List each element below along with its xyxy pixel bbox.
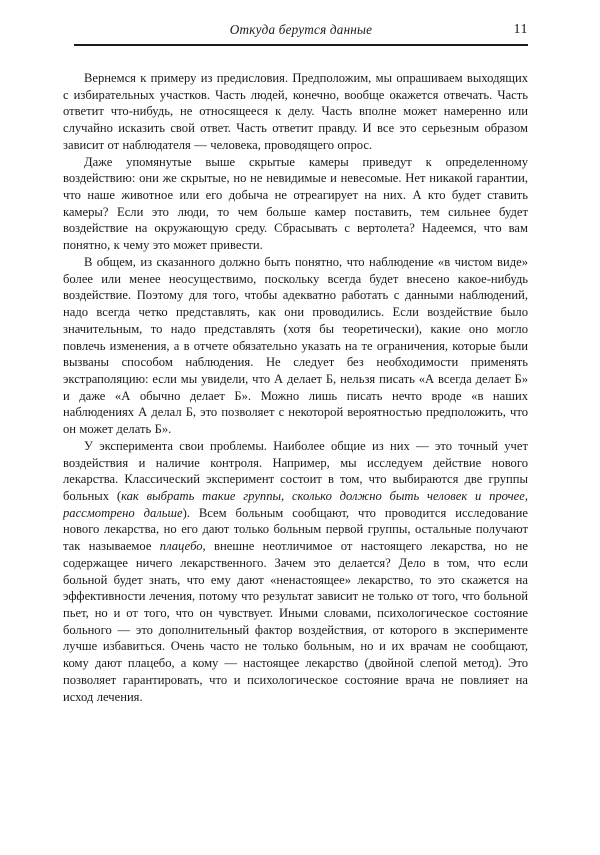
header-rule [74,44,528,46]
emphasis-text: плацебо [159,539,203,554]
paragraph [63,154,528,254]
paragraph [63,254,528,438]
body-text: У эксперимента свои проблемы. Наиболее общие из них — это точный учет воздействия и наличие контроля. Например, мы исследуем действие нового лекарства. Классический эксперимент состоит в том, что выбираются две группы больных ( [63,438,528,503]
body-text: Даже упомянутые выше скрытые камеры приведут к определенному воздействию: они же скрытые, но не невидимые и невесомые. Нет никакой гарантии, что наше животное или его добыча не отреагирует на них. А кто будет ставить камеры? Если это люди, то чем больше камер поставить, тем сильнее будет воздействие на окружающую среду. Сбрасывать с вертолета? Надеемся, что вам понятно, к чему это может привести. [63,154,528,253]
body-text: ). Всем больным сообщают, что проводится исследование нового лекарства, но его дают только больным первой группы, остальные получают так называемое [63,505,528,554]
body-text: Вернемся к примеру из предисловия. Предположим, мы опрашиваем выходящих с избирательных участков. Часть людей, конечно, вообще окажется отвечать. Часть ответит что-нибудь, не относящееся к делу. Часть вполне может намеренно или случайно исказить свой ответ. Часть ответит правду. И все это серьезным образом зависит от наблюдателя — человека, проводящего опрос. [63,71,528,152]
body-text: В общем, из сказанного должно быть понятно, что наблюдение «в чистом виде» более или менее неосуществимо, поскольку всегда будет внесено какое-нибудь воздействие. Поэтому для того, чтобы адекватно работать с данными наблюдений, надо всегда четко представлять, как они проводились. Если воздействие было значительным, то надо представлять (хотя бы теоретически), какие оно могло повлечь изменения, а в отчете обязательно указать на те ограничения, которые были вызваны способом наблюдения. Не следует без необходимости применять экстраполяцию: если мы увидели, что А делает Б, нельзя писать «А всегда делает Б» и даже «А обычно делает Б». Можно лишь писать нечто вроде «в наших наблюдениях А делал Б, это позволяет с некоторой вероятностью предположить, что он может делать Б». [63,254,528,437]
body-text-block [63,70,528,705]
body-text: , внешне неотличимое от настоящего лекарства, но не содержащее ничего лекарственного. Зачем это делается? Дело в том, что если больной будет знать, что ему дают «ненастоящее» лекарство, то это скажется на эффективности лечения, потому что результат зависит не только от того, что больной пьет, но и от того, что он чувствует. Иными словами, психологическое состояние больного — это дополнительный фактор воздействия, от которого в эксперименте лучше избавиться. Очень часто не только больным, но и их врачам не сообщают, кому дают плацебо, а кому — настоящее лекарство (двойной слепой метод). Это позволяет гарантировать, что и психологическое состояние врача не повлияет на исход лечения. [63,539,528,704]
page-number: 11 [513,22,528,37]
paragraph [63,438,528,706]
running-head [74,22,528,42]
emphasis-text: как выбрать такие группы, сколько должно быть человек и прочее, рассмотрено дальше [63,488,528,520]
paragraph [63,70,528,154]
running-head-title: Откуда берутся данные [229,22,373,37]
